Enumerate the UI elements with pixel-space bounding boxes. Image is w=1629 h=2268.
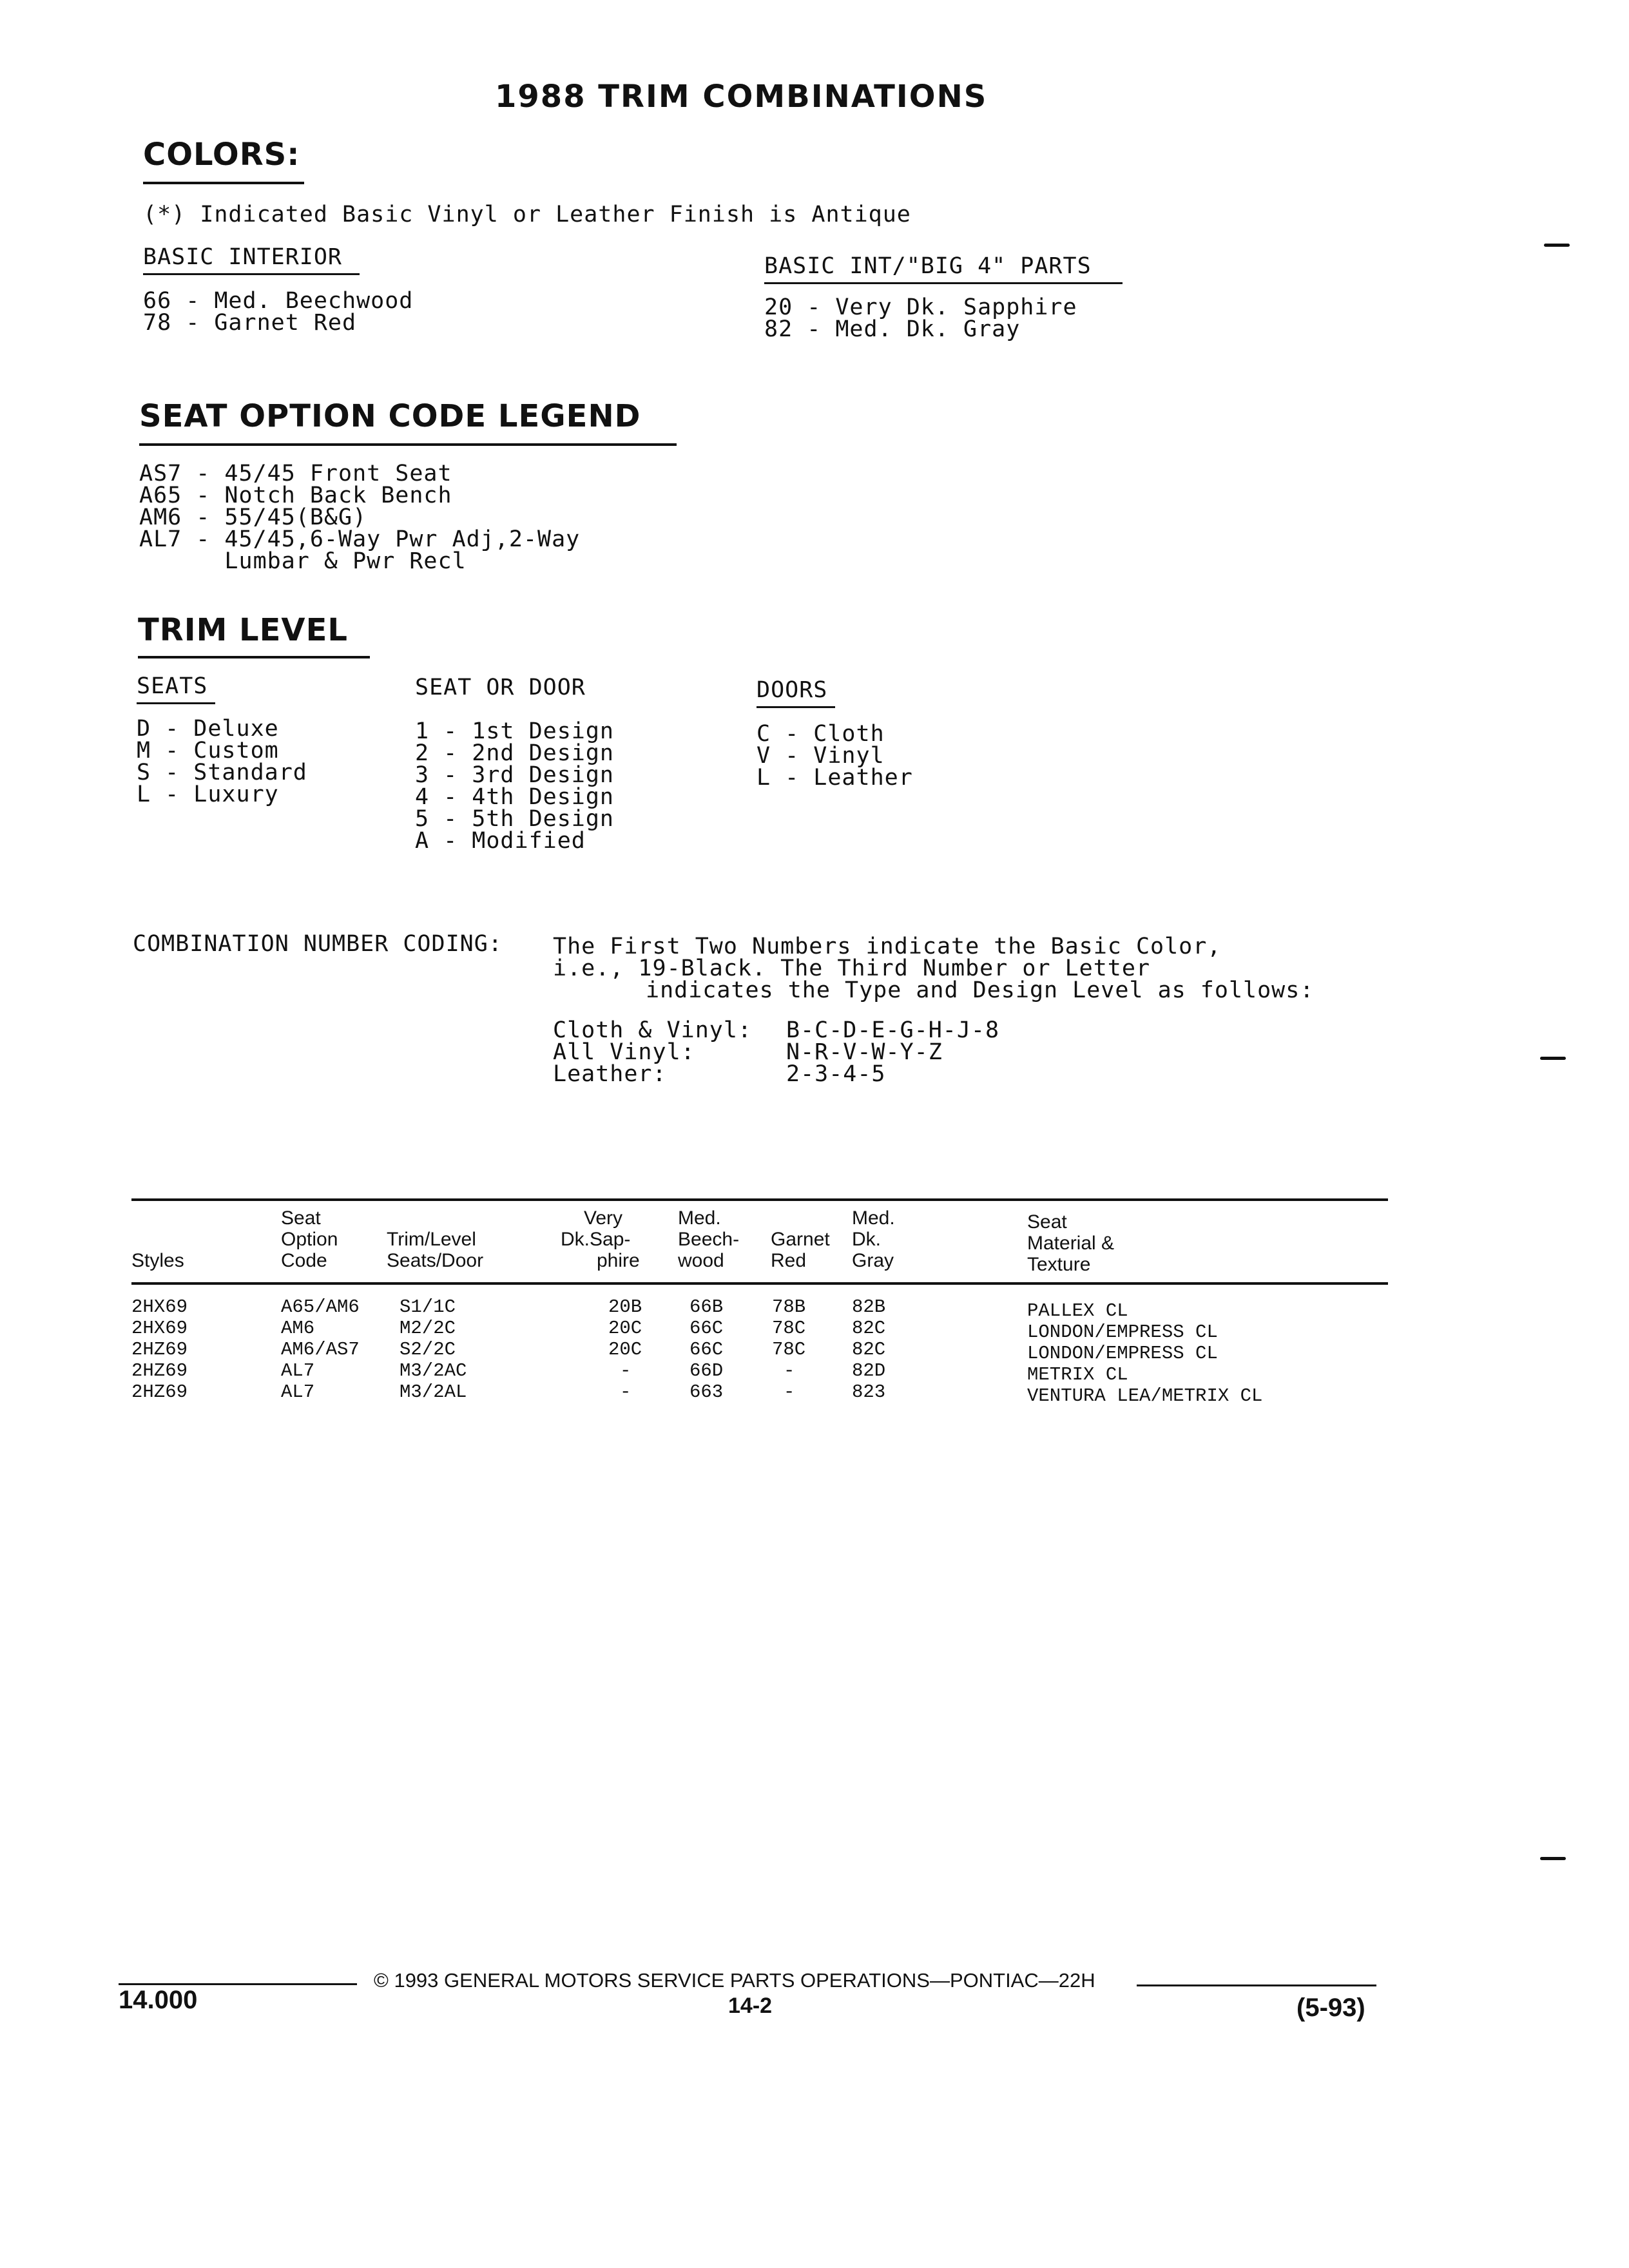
- cell-code: AM6: [281, 1318, 315, 1339]
- cell-very-dk: -: [620, 1360, 631, 1381]
- colors-heading: COLORS:: [143, 137, 300, 173]
- footer-rule-left: [119, 1983, 357, 1985]
- basic-big4-underline: [764, 282, 1123, 284]
- cell-garnet: -: [784, 1360, 795, 1381]
- basic-big4-item: 20 - Very Dk. Sapphire: [764, 294, 1077, 320]
- doors-item: L - Leather: [757, 765, 913, 791]
- footer-page-number: 14-2: [728, 1994, 773, 2018]
- coding-type-name: Cloth & Vinyl:: [553, 1017, 753, 1043]
- coding-type-codes: N-R-V-W-Y-Z: [786, 1039, 943, 1065]
- cell-style: 2HZ69: [131, 1339, 188, 1360]
- seat-or-door-item: A - Modified: [415, 828, 586, 854]
- col-header-material: Seat: [1027, 1211, 1067, 1233]
- cell-beech: 663: [689, 1381, 724, 1403]
- cell-trim: S2/2C: [400, 1339, 456, 1360]
- cell-material: METRIX CL: [1027, 1364, 1128, 1385]
- cell-very-dk: 20C: [608, 1339, 642, 1360]
- cell-gray: 82D: [852, 1360, 886, 1381]
- col-header-med-beech: Beech-: [678, 1229, 740, 1250]
- cell-trim: M2/2C: [400, 1318, 456, 1339]
- col-header-very-dk: Dk.Sap-: [561, 1229, 631, 1250]
- table-top-rule: [131, 1198, 1388, 1201]
- cell-code: AL7: [281, 1360, 315, 1381]
- seat-or-door-header: SEAT OR DOOR: [415, 675, 586, 700]
- col-header-styles: Styles: [131, 1250, 184, 1271]
- margin-mark: [1540, 1057, 1566, 1060]
- footer-section: 14.000: [119, 1986, 198, 2014]
- cell-code: A65/AM6: [281, 1296, 360, 1318]
- cell-garnet: 78C: [772, 1339, 806, 1360]
- col-header-med-dk-gray: Med.: [852, 1207, 895, 1229]
- coding-type-codes: B-C-D-E-G-H-J-8: [786, 1017, 1000, 1043]
- col-header-garnet: Garnet: [771, 1229, 830, 1250]
- doors-underline: [757, 706, 835, 708]
- cell-garnet: -: [784, 1381, 795, 1403]
- cell-garnet: 78C: [772, 1318, 806, 1339]
- cell-material: PALLEX CL: [1027, 1300, 1128, 1321]
- seats-item: L - Luxury: [137, 782, 279, 807]
- seat-legend-line: A65 - Notch Back Bench: [139, 483, 452, 508]
- col-header-med-dk-gray: Dk.: [852, 1229, 881, 1250]
- cell-very-dk: 20B: [608, 1296, 642, 1318]
- cell-code: AM6/AS7: [281, 1339, 360, 1360]
- coding-type-name: All Vinyl:: [553, 1039, 695, 1065]
- seat-or-door-item: 2 - 2nd Design: [415, 740, 615, 766]
- seat-or-door-item: 4 - 4th Design: [415, 784, 615, 810]
- cell-style: 2HX69: [131, 1296, 188, 1318]
- seats-underline: [137, 702, 215, 704]
- colors-note: (*) Indicated Basic Vinyl or Leather Finish is Antique: [143, 202, 911, 227]
- cell-gray: 82C: [852, 1339, 886, 1360]
- seat-legend-heading: SEAT OPTION CODE LEGEND: [139, 398, 641, 434]
- seat-legend-line: AM6 - 55/45(B&G): [139, 505, 367, 530]
- footer-rule-right: [1137, 1984, 1376, 1986]
- cell-material: LONDON/EMPRESS CL: [1027, 1321, 1218, 1343]
- coding-line: The First Two Numbers indicate the Basic Color,: [553, 934, 1222, 959]
- col-header-seat-option: Code: [281, 1250, 327, 1271]
- seat-legend-underline: [139, 443, 677, 446]
- col-header-material: Material &: [1027, 1233, 1115, 1254]
- col-header-med-dk-gray: Gray: [852, 1250, 894, 1271]
- basic-interior-header: BASIC INTERIOR: [143, 244, 343, 270]
- seats-item: M - Custom: [137, 738, 279, 764]
- col-header-trim-level: Trim/Level: [387, 1229, 476, 1250]
- cell-beech: 66C: [689, 1339, 724, 1360]
- page-title: 1988 TRIM COMBINATIONS: [495, 79, 988, 115]
- seats-item: D - Deluxe: [137, 716, 279, 742]
- basic-big4-item: 82 - Med. Dk. Gray: [764, 316, 1021, 342]
- cell-trim: M3/2AL: [400, 1381, 467, 1403]
- coding-label: COMBINATION NUMBER CODING:: [133, 931, 503, 957]
- seat-or-door-item: 1 - 1st Design: [415, 718, 615, 744]
- cell-trim: M3/2AC: [400, 1360, 467, 1381]
- footer-copyright: © 1993 GENERAL MOTORS SERVICE PARTS OPERATIONS—PONTIAC—22H: [374, 1969, 1095, 1992]
- doors-item: C - Cloth: [757, 721, 885, 747]
- cell-style: 2HZ69: [131, 1360, 188, 1381]
- seat-legend-line: Lumbar & Pwr Recl: [139, 548, 467, 574]
- coding-type-codes: 2-3-4-5: [786, 1061, 886, 1087]
- doors-header: DOORS: [757, 677, 828, 703]
- col-header-seat-option: Seat: [281, 1207, 321, 1229]
- seat-legend-line: AL7 - 45/45,6-Way Pwr Adj,2-Way: [139, 526, 581, 552]
- margin-mark: [1544, 244, 1570, 247]
- col-header-med-beech: wood: [678, 1250, 724, 1271]
- cell-material: VENTURA LEA/METRIX CL: [1027, 1385, 1263, 1407]
- cell-gray: 82C: [852, 1318, 886, 1339]
- basic-interior-item: 78 - Garnet Red: [143, 310, 357, 336]
- cell-very-dk: -: [620, 1381, 631, 1403]
- col-header-garnet: Red: [771, 1250, 807, 1271]
- basic-interior-underline: [143, 273, 360, 275]
- cell-very-dk: 20C: [608, 1318, 642, 1339]
- col-header-seat-option: Option: [281, 1229, 338, 1250]
- cell-beech: 66D: [689, 1360, 724, 1381]
- cell-gray: 823: [852, 1381, 886, 1403]
- coding-line: indicates the Type and Design Level as follows:: [646, 977, 1315, 1003]
- table-header-rule: [131, 1282, 1388, 1285]
- doors-item: V - Vinyl: [757, 743, 885, 769]
- seat-or-door-item: 5 - 5th Design: [415, 806, 615, 832]
- seats-header: SEATS: [137, 673, 208, 699]
- cell-trim: S1/1C: [400, 1296, 456, 1318]
- cell-beech: 66C: [689, 1318, 724, 1339]
- col-header-med-beech: Med.: [678, 1207, 721, 1229]
- col-header-trim-level: Seats/Door: [387, 1250, 484, 1271]
- col-header-very-dk: Very: [584, 1207, 623, 1229]
- coding-line: i.e., 19-Black. The Third Number or Letter: [553, 956, 1151, 981]
- col-header-material: Texture: [1027, 1254, 1091, 1275]
- basic-interior-item: 66 - Med. Beechwood: [143, 288, 414, 314]
- seat-or-door-item: 3 - 3rd Design: [415, 762, 615, 788]
- seat-legend-line: AS7 - 45/45 Front Seat: [139, 461, 452, 486]
- col-header-very-dk: phire: [597, 1250, 640, 1271]
- trim-level-underline: [138, 656, 370, 658]
- basic-big4-header: BASIC INT/"BIG 4" PARTS: [764, 253, 1092, 279]
- seats-item: S - Standard: [137, 760, 307, 785]
- cell-style: 2HZ69: [131, 1381, 188, 1403]
- margin-mark: [1540, 1857, 1566, 1860]
- footer-date: (5-93): [1296, 1994, 1365, 2022]
- cell-gray: 82B: [852, 1296, 886, 1318]
- cell-beech: 66B: [689, 1296, 724, 1318]
- cell-garnet: 78B: [772, 1296, 806, 1318]
- colors-heading-underline: [143, 182, 304, 184]
- cell-code: AL7: [281, 1381, 315, 1403]
- coding-type-name: Leather:: [553, 1061, 667, 1087]
- cell-style: 2HX69: [131, 1318, 188, 1339]
- trim-level-heading: TRIM LEVEL: [138, 612, 348, 648]
- cell-material: LONDON/EMPRESS CL: [1027, 1343, 1218, 1364]
